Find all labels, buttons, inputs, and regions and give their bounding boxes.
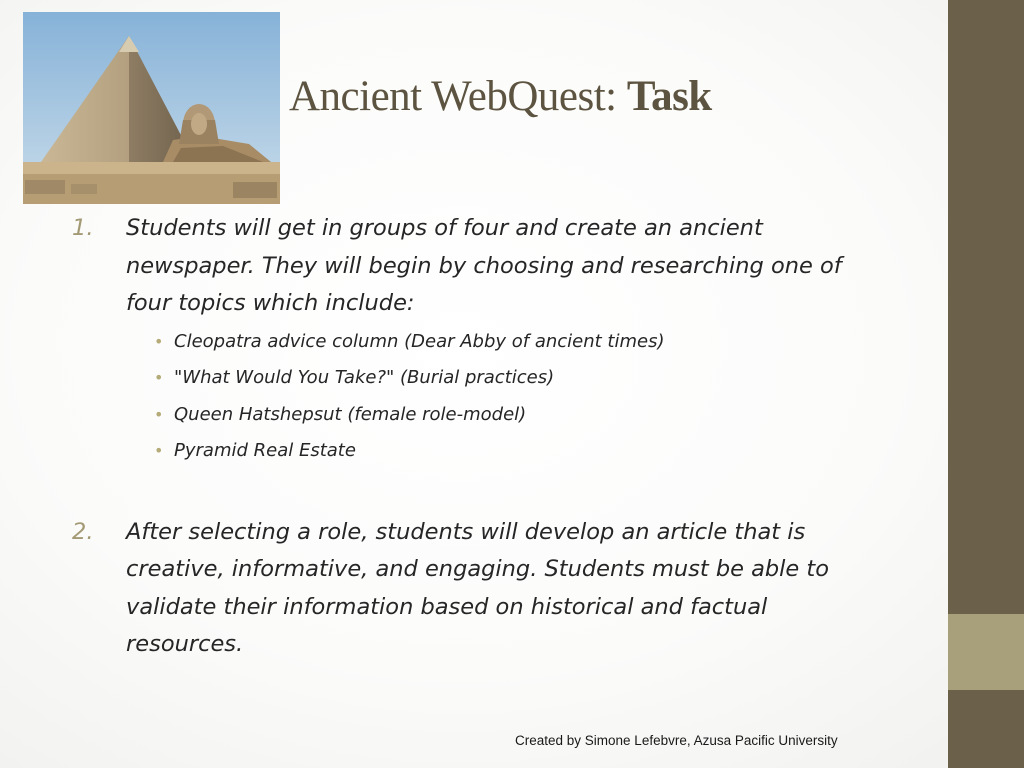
list-item-2: [72, 514, 912, 664]
slide-title: [289, 72, 712, 121]
sublist-item-text: Cleopatra advice column (Dear Abby of ancient times): [174, 330, 665, 352]
pyramid-sphinx-photo: [23, 12, 280, 204]
sublist-item-text: "What Would You Take?" (Burial practices): [174, 367, 555, 388]
sublist-item-text: Queen Hatshepsut (female role-model): [174, 403, 527, 425]
sublist-item: [154, 324, 912, 361]
title-main: Ancient WebQuest:: [289, 73, 627, 120]
sidebar-accent-block: [948, 614, 1024, 690]
task-list: [72, 210, 912, 664]
bullet-icon: •: [154, 331, 164, 351]
sublist-item: [154, 397, 912, 434]
bullet-icon: •: [154, 404, 164, 424]
list-item-text: Students will get in groups of four and create an ancient newspaper. They will begin by choosing and researching one of four topics which include:: [126, 215, 842, 316]
list-item-1: [72, 210, 912, 470]
title-bold: Task: [626, 73, 712, 120]
list-number: 2.: [72, 518, 94, 545]
bullet-icon: •: [154, 368, 164, 387]
sublist-item-text: Pyramid Real Estate: [174, 440, 356, 461]
bullet-icon: •: [154, 441, 164, 460]
topic-sublist: [126, 324, 912, 470]
list-number: 1.: [72, 215, 94, 241]
footer-credit: Created by Simone Lefebvre, Azusa Pacific University: [515, 733, 838, 748]
list-item-text: After selecting a role, students will develop an article that is creative, informative, and engaging. Students must be able to validate their information based on historical and factual resources.: [126, 518, 830, 657]
sublist-item: [154, 433, 912, 470]
sublist-item: [154, 360, 912, 397]
